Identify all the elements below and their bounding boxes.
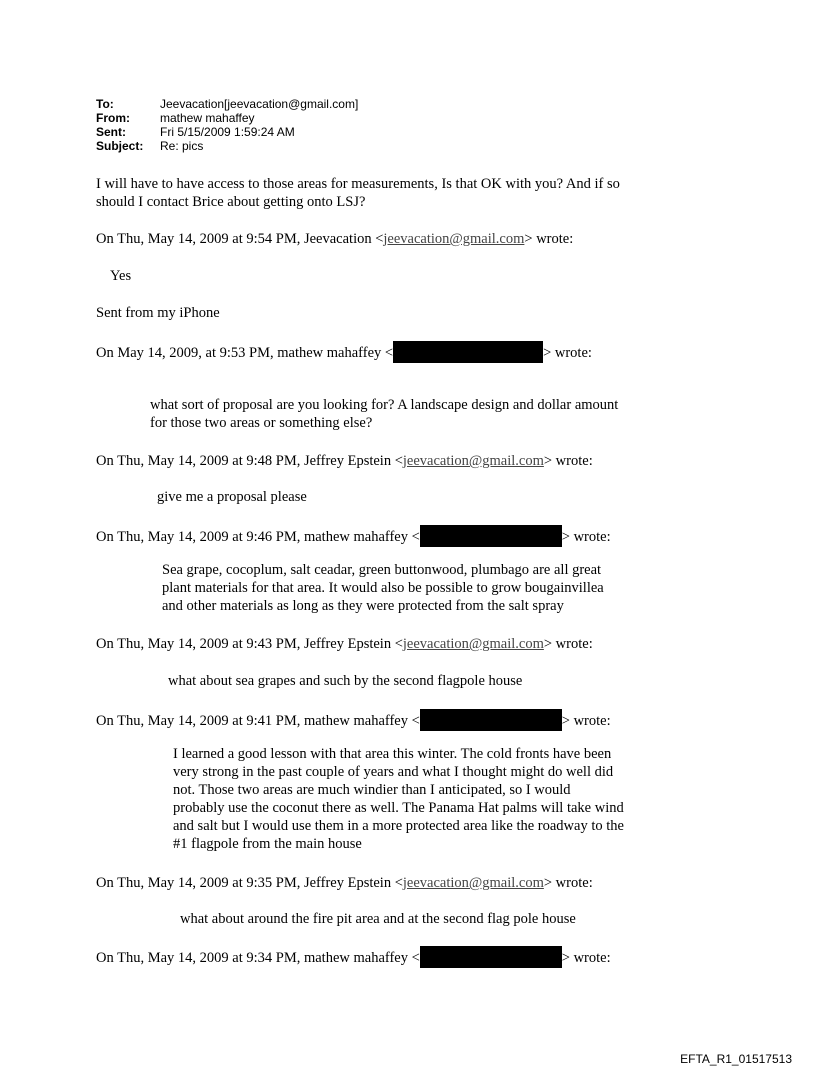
redaction-block bbox=[393, 341, 543, 363]
attribution-suffix: > wrote: bbox=[543, 453, 593, 469]
quoted-text: Yes bbox=[110, 268, 132, 284]
quoted-text: very strong in the past couple of years and what I thought might do well did bbox=[173, 764, 614, 780]
redaction-block bbox=[420, 709, 562, 731]
attribution-prefix: On Thu, May 14, 2009 at 9:46 PM, mathew mahaffey < bbox=[96, 529, 420, 545]
email-link[interactable]: jeevacation@gmail.com bbox=[402, 875, 544, 891]
quoted-text: plant materials for that area. It would also be possible to grow bougainvillea bbox=[162, 580, 604, 596]
attribution-suffix: > wrote: bbox=[524, 231, 574, 247]
sent-value: Fri 5/15/2009 1:59:24 AM bbox=[160, 125, 295, 139]
quoted-text: give me a proposal please bbox=[157, 489, 307, 505]
attribution-prefix: On Thu, May 14, 2009 at 9:34 PM, mathew mahaffey < bbox=[96, 950, 420, 966]
quote-attribution bbox=[96, 635, 593, 654]
attribution-prefix: On Thu, May 14, 2009 at 9:41 PM, mathew mahaffey < bbox=[96, 713, 420, 729]
attribution-prefix: On Thu, May 14, 2009 at 9:48 PM, Jeffrey Epstein < bbox=[96, 453, 403, 469]
quote-attribution bbox=[96, 452, 593, 471]
quoted-text: for those two areas or something else? bbox=[150, 415, 373, 431]
attribution-suffix: > wrote: bbox=[543, 875, 593, 891]
document-id: EFTA_R1_01517513 bbox=[680, 1052, 792, 1066]
quote-attribution bbox=[96, 709, 611, 731]
sent-label: Sent: bbox=[96, 125, 126, 139]
attribution-suffix: > wrote: bbox=[543, 345, 592, 361]
body-paragraph-line: I will have to have access to those areas for measurements, Is that OK with you? And if so bbox=[96, 176, 620, 192]
quote-attribution bbox=[96, 874, 593, 893]
quoted-text: probably use the coconut there as well. The Panama Hat palms will take wind bbox=[173, 800, 624, 816]
signature-line: Sent from my iPhone bbox=[96, 305, 220, 321]
body-paragraph-line: should I contact Brice about getting onto LSJ? bbox=[96, 194, 366, 210]
redaction-block bbox=[420, 946, 562, 968]
quoted-text: not. Those two areas are much windier than I anticipated, so I would bbox=[173, 782, 571, 798]
from-label: From: bbox=[96, 111, 130, 125]
attribution-suffix: > wrote: bbox=[543, 636, 593, 652]
attribution-prefix: On Thu, May 14, 2009 at 9:35 PM, Jeffrey Epstein < bbox=[96, 875, 403, 891]
email-header bbox=[0, 97, 816, 157]
email-link[interactable]: jeevacation@gmail.com bbox=[402, 636, 544, 652]
quoted-text: #1 flagpole from the main house bbox=[173, 836, 362, 852]
quote-attribution bbox=[96, 525, 611, 547]
quoted-text: what sort of proposal are you looking for? A landscape design and dollar amount bbox=[150, 397, 619, 413]
subject-value: Re: pics bbox=[160, 139, 204, 153]
attribution-suffix: > wrote: bbox=[561, 529, 611, 545]
from-value: mathew mahaffey bbox=[160, 111, 255, 125]
quote-attribution bbox=[96, 946, 611, 968]
quoted-text: Sea grape, cocoplum, salt ceadar, green buttonwood, plumbago are all great bbox=[162, 562, 602, 578]
redaction-block bbox=[420, 525, 562, 547]
attribution-prefix: On May 14, 2009, at 9:53 PM, mathew mahaffey < bbox=[96, 345, 394, 361]
attribution-prefix: On Thu, May 14, 2009 at 9:43 PM, Jeffrey Epstein < bbox=[96, 636, 403, 652]
to-value: Jeevacation[jeevacation@gmail.com] bbox=[160, 97, 359, 111]
quoted-text: what about around the fire pit area and at the second flag pole house bbox=[180, 911, 576, 927]
quote-attribution bbox=[96, 341, 592, 363]
attribution-prefix: On Thu, May 14, 2009 at 9:54 PM, Jeevacation < bbox=[96, 231, 384, 247]
quoted-text: and other materials as long as they were protected from the salt spray bbox=[162, 598, 564, 614]
to-label: To: bbox=[96, 97, 114, 111]
quoted-text: what about sea grapes and such by the second flagpole house bbox=[168, 673, 523, 689]
attribution-suffix: > wrote: bbox=[561, 950, 611, 966]
attribution-suffix: > wrote: bbox=[561, 713, 611, 729]
quoted-text: and salt but I would use them in a more protected area like the roadway to the bbox=[173, 818, 624, 834]
quote-attribution bbox=[96, 230, 573, 249]
email-link[interactable]: jeevacation@gmail.com bbox=[383, 231, 525, 247]
email-link[interactable]: jeevacation@gmail.com bbox=[402, 453, 544, 469]
subject-label: Subject: bbox=[96, 139, 144, 153]
quoted-text: I learned a good lesson with that area this winter. The cold fronts have been bbox=[173, 746, 612, 762]
